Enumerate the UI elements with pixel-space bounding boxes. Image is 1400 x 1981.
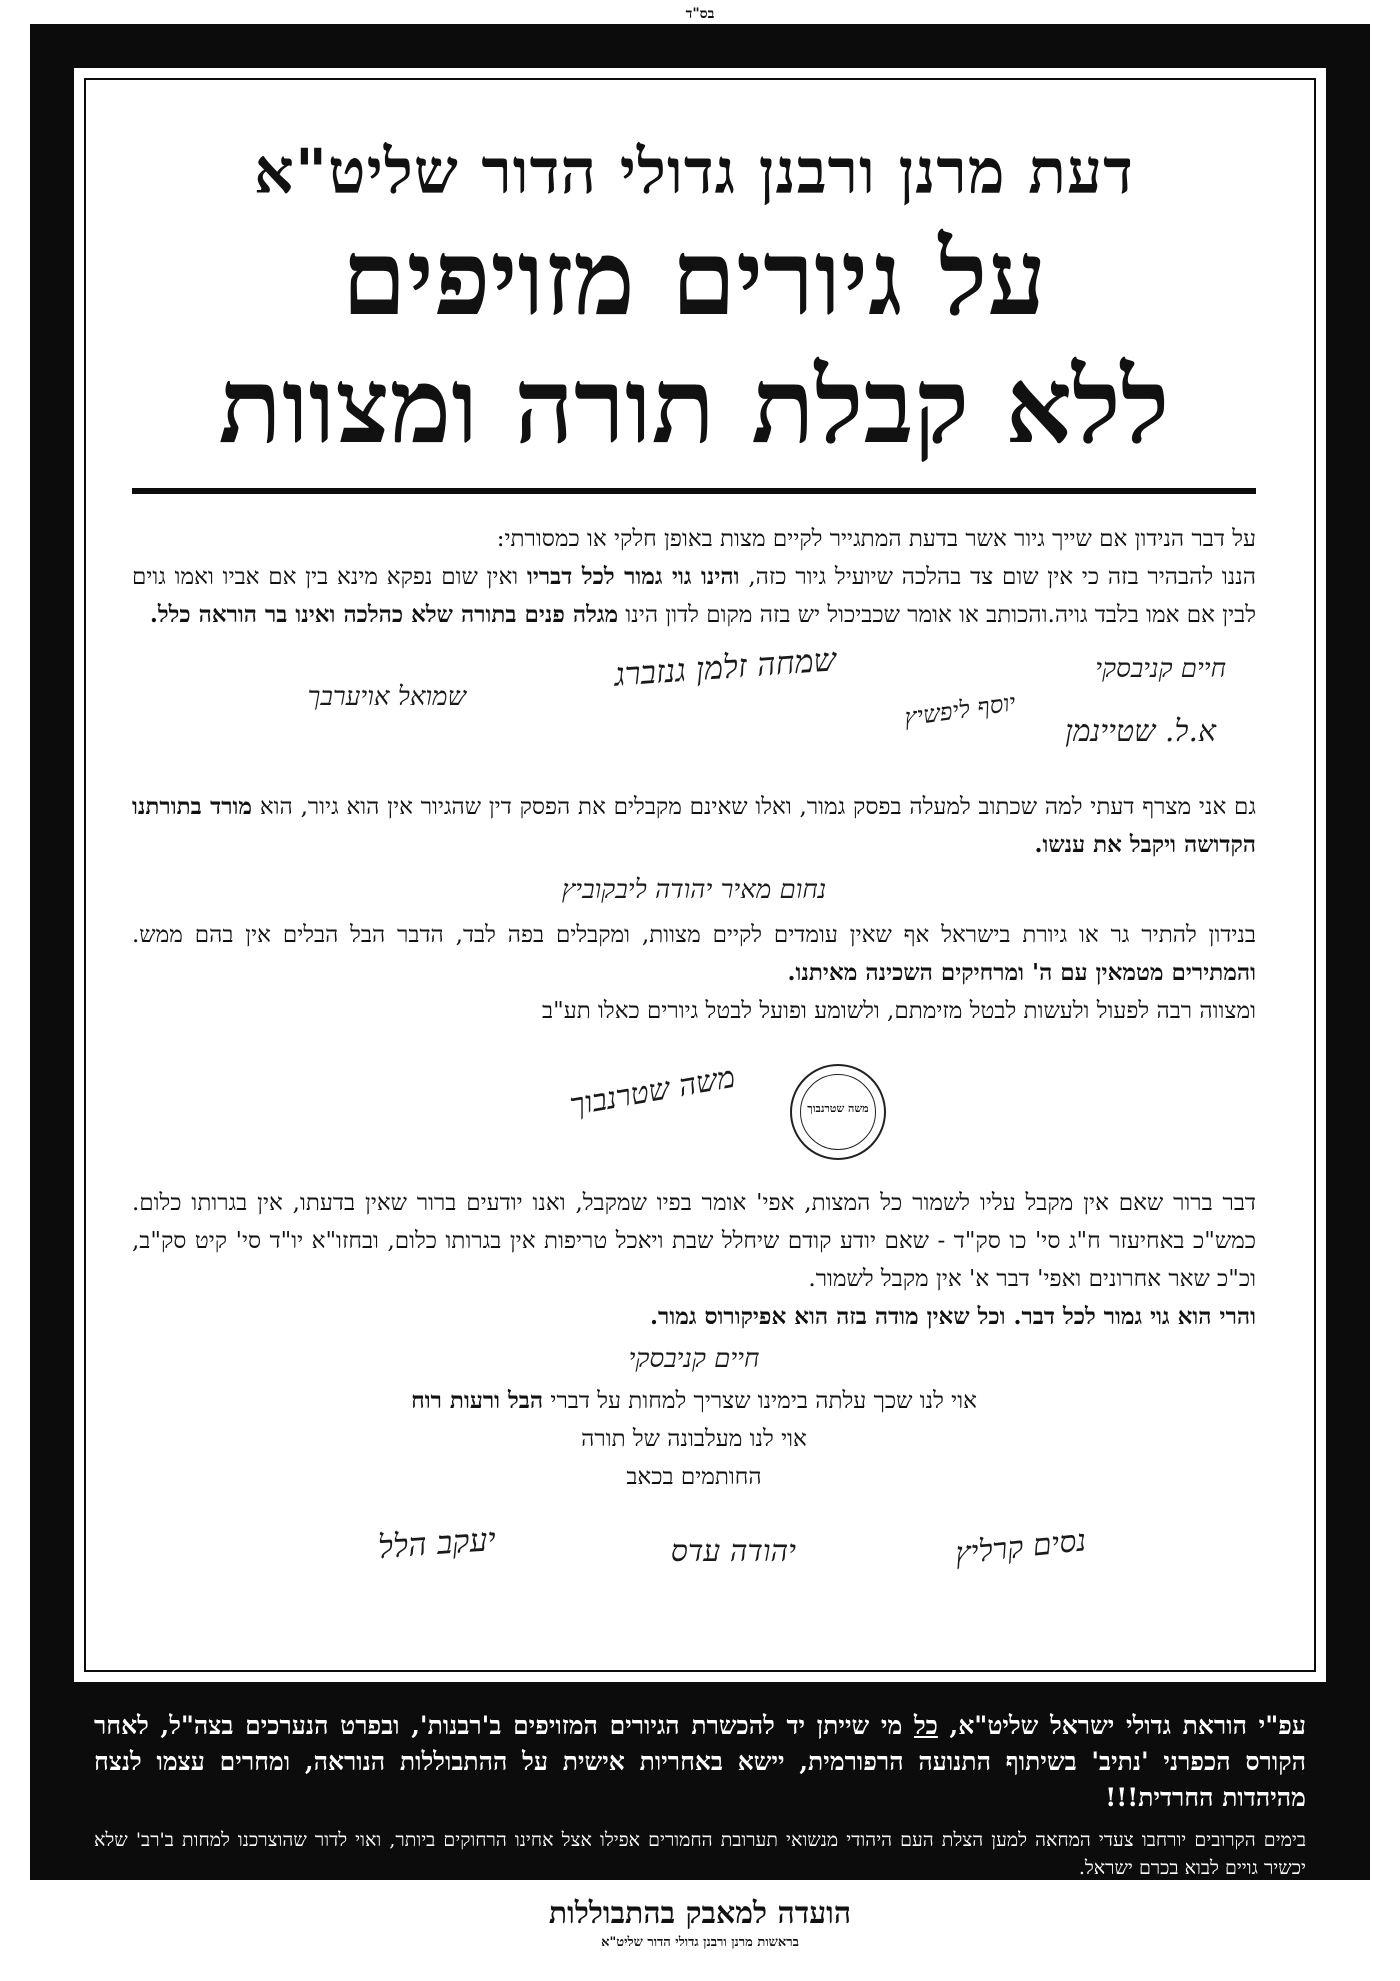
warning-sub: בימים הקרובים יורחבו צעדי המחאה למען הצלת העם היהודי מנשואי תערובת החמורים אפילו אצל אחינו הרחוקים ביותר, ואוי לדור שהוצרכנו למחות ב'רב' שלא יכשיר גויים לבוא בכרם ישראל. <box>94 1829 1306 1879</box>
footer-subtitle: בראשות מרנן ורבנן גדולי הדור שליט"א <box>601 1935 799 1950</box>
warning-main-underlined: כל <box>913 1711 938 1740</box>
signatures5 <box>132 1510 1256 1590</box>
closing-l3: החותמים בכאב <box>626 1464 762 1490</box>
signature-4: חיים קניבסקי <box>628 1344 760 1374</box>
warning-box <box>70 1698 1330 1879</box>
signature-5-1: יהודה עדס <box>670 1534 796 1569</box>
signature-2: נחום מאיר יהודה ליבקוביץ <box>561 875 827 905</box>
signature-1-2: שמחה זלמן גנזברג <box>612 640 838 694</box>
black-frame <box>30 24 1370 1968</box>
closing-l1a: אוי לנו שכך עלתה בימינו שצריך למחות על דברי <box>543 1388 977 1414</box>
section3-p2: ומצווה רבה לפעול ולעשות לבטל מזימתם, ולשומע ופועל לבטל גיורים כאלו תע"ב <box>542 998 1256 1024</box>
footer <box>30 1880 1370 1968</box>
section2-p1b: מורד בתורתנו הקדושה ויקבל את ענשו. <box>132 793 1256 858</box>
signature-1-5: חיים קניבסקי <box>1095 654 1226 684</box>
footer-title: הועדה למאבק בהתבוללות <box>548 1896 852 1931</box>
section3-p1b: והמתירים מטמאין עם ה' ומרחיקים השכינה מאיתנו. <box>787 959 1256 986</box>
section1-p1: על דבר הנידון אם שייך גיור אשר בדעת המתגייר לקיים מצות באופן חלקי או כמסורתי: <box>496 526 1256 552</box>
closing-l1 <box>132 1382 1256 1420</box>
signature-5-0: יעקב הלל <box>376 1519 498 1567</box>
warning-main <box>70 1698 1330 1816</box>
headline-line3: ללא קבלת תורה ומצוות <box>218 344 1170 467</box>
closing-l2: אוי לנו מעלבונה של תורה <box>581 1426 807 1452</box>
warning-main-a: עפ"י הוראת גדולי ישראל שליט"א, <box>937 1711 1306 1740</box>
warning-main-b: מי שייתן יד להכשרת הגיורים המזויפים ב'רבנות', ובפרט הנערכים בצה"ל, לאחר הקורס הכפרני 'נתיב' בשיתוף התנועה הרפורמית, יישא באחריות אישית על ההתבוללות הנוראה, ומחרים עצמו לנצח מהיהדות החרדית!!! <box>94 1711 1306 1812</box>
closing-l1b: הבל ורעות רוח <box>411 1387 544 1414</box>
section2-p1a: גם אני מצרף דעתי למה שכתוב למעלה בפסק גמור, ואלו שאינם מקבלים את הפסק דין שהגיור אין הוא גיור, הוא <box>252 794 1256 820</box>
bsd-header: בס"ד <box>685 6 715 22</box>
seal-text: משה שטרנבוך <box>807 1102 869 1115</box>
section1-p2c: ואין שום נפקא מינא בין אם אביו ואמו גוים לבין אם אמו בלבד גויה.והכותב או אומר שכביכול יש בזה מקום לדון הינו <box>132 564 1256 628</box>
signature3-area <box>132 1044 1256 1174</box>
signature-1-1: שמואל אויערבך <box>307 682 466 712</box>
section1-p2b: והינו גוי גמור לכל דבריו <box>526 563 740 590</box>
main-panel <box>70 64 1330 1686</box>
signature-3: משה שטרנבוך <box>567 1059 738 1124</box>
section1-p2d: מגלה פנים בתורה שלא כהלכה ואינו בר הוראה כלל. <box>149 601 619 628</box>
section1-p2 <box>132 558 1256 634</box>
section4-p2: והרי הוא גוי גמור לכל דבר. וכל שאין מודה בזה הוא אפיקורוס גמור. <box>650 1303 1256 1330</box>
section2 <box>132 788 1256 864</box>
headline-line1: דעת מרנן ורבנן גדולי הדור שליט"א <box>254 135 1134 208</box>
section3 <box>132 916 1256 992</box>
headline-rule <box>132 488 1256 494</box>
signature-5-2: נסים קרליץ <box>953 1523 1088 1572</box>
signature-1-4: א.ל. שטיינמן <box>1065 714 1216 749</box>
content <box>132 130 1256 1600</box>
rabbinical-seal <box>790 1064 886 1160</box>
headline-line2: על גיורים מזויפים <box>341 216 1047 339</box>
section1-p2a: הננו להבהיר בזה כי אין שום צד בהלכה שיועיל גיור כזה, <box>739 564 1256 590</box>
signatures1 <box>132 640 1256 778</box>
section3-p1: בנידון להתיר גר או גיורת בישראל אף שאין עומדים לקיים מצוות, ומקבלים בפה לבד, הדבר הבל הבלים אין בהם ממש. <box>132 922 1256 948</box>
signature-1-3: יוסף ליפשיץ <box>902 688 1018 732</box>
section4-p1: דבר ברור שאם אין מקבל עליו לשמור כל המצות, אפי' אומר בפיו שמקבל, ואנו יודעים ברור שאין בדעתו, אין בגרותו כלום. כמש"כ באחיעזר ח"ג סי' כו סק"ד - שאם יודע קודם שיחלל שבת ויאכל טריפות אין בגרותו כלום, ובחזו"א יו"ד סי' קיט סק"ב, וכ"כ שאר אחרונים ואפי' דבר א' אין מקבל לשמור. <box>132 1190 1256 1292</box>
